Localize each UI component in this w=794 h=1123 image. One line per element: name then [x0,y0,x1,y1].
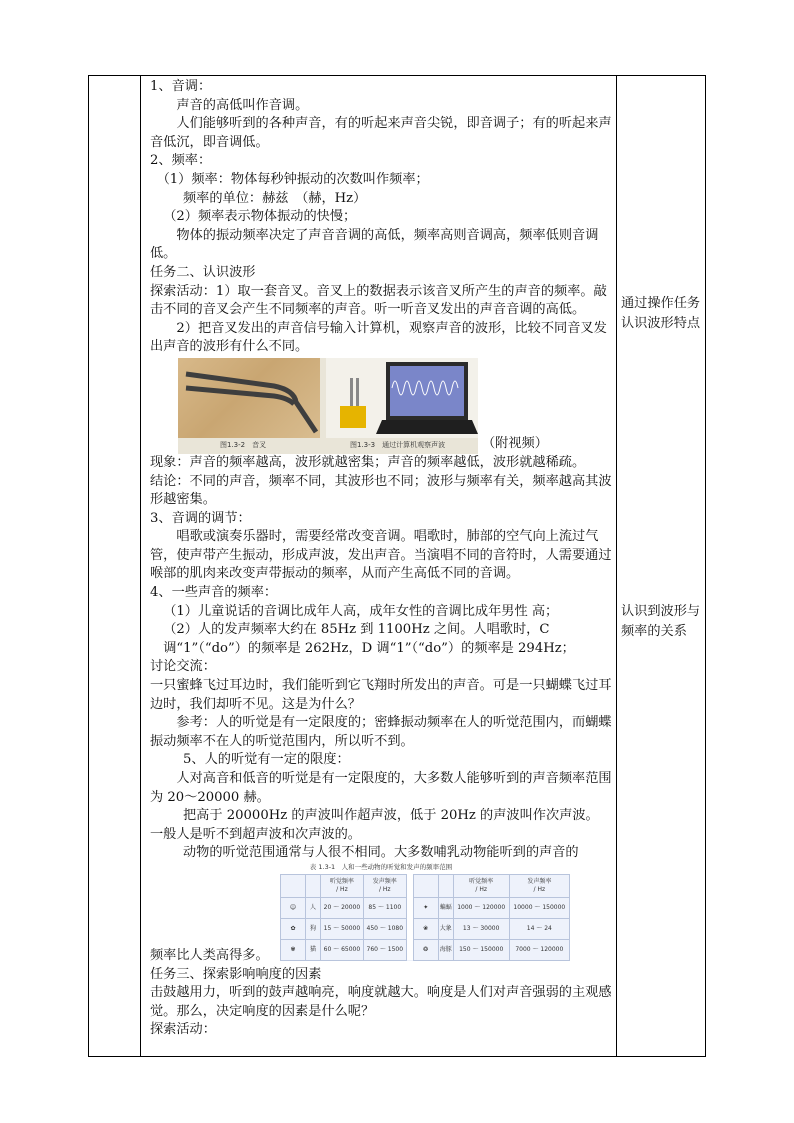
table-cell: 150 ～ 150000 [453,939,509,960]
heading-sound-frequencies: 4、一些声音的频率： [150,585,278,601]
text-line: 一般人是听不到超声波和次声波的。 [150,826,361,842]
heading-pitch: 1、音调： [150,79,212,94]
animal-name: 蝙蝠 [438,897,453,918]
column-divider-2 [616,76,617,1056]
teaching-note: 通过操作任务认识波形特点 [621,296,701,331]
text-paragraph: 人们能够听到的各种声音，有的听起来声音尖锐，即音调子；有的听起来声音低沉，即音调低。 [150,116,612,150]
video-note: （附视频） [482,436,548,452]
heading-hearing-limit: 5、人的听觉有一定的限度： [183,752,350,768]
text-line: 频率的单位：赫兹 （赫，Hz） [183,190,367,206]
figure-caption: 图1.3-3 通过计算机观察声波 [350,440,446,449]
lesson-table [88,75,706,1057]
table-cell: 14 ～ 24 [509,918,569,939]
elephant-icon: ❀ [413,918,438,939]
figure-caption: 图1.3-2 音叉 [220,440,267,449]
text-line: （1）儿童说话的音调比成年人高，成年女性的音调比成年男性 高； [163,603,559,619]
text-line: 探索活动： [150,1022,216,1038]
table-row [281,918,570,939]
table-cell: 450 ～ 1080 [363,918,406,939]
text-paragraph: 2）把音叉发出的声音信号输入计算机，观察声音的波形，比较不同音叉发出声音的波形有什么不同。 [150,320,607,355]
teaching-note: 认识到波形与频率的关系 [621,604,701,639]
column-header: 发声频率 / Hz [509,874,569,897]
animal-name: 狗 [306,918,321,939]
column-header: 发声频率 / Hz [363,874,406,897]
table-cell: 1000 ～ 120000 [453,897,509,918]
bat-icon: ✦ [413,897,438,918]
cat-icon: ✾ [281,939,306,960]
table-cell: 13 ～ 30000 [453,918,509,939]
text-paragraph: 参考：人的听觉是有一定限度的；密蜂振动频率在人的听觉范围内，而蝴蝶振动频率不在人的听觉范围内，所以听不到。 [150,715,612,749]
text-paragraph: 探索活动：1）取一套音叉。音叉上的数据表示该音叉所产生的声音的频率。敲击不同的音叉会产生不同频率的声音。听一听音叉发出的声音音调的高低。 [150,283,607,318]
dog-icon: ✿ [281,918,306,939]
figure-panel [178,358,478,454]
table-header-row [281,874,570,897]
frequency-table [280,874,570,961]
dolphin-icon: ❂ [413,939,438,960]
heading-pitch-adjust: 3、音调的调节： [150,510,251,526]
text-paragraph: （2）人的发声频率大约在 85Hz 到 1100Hz 之间。人唱歌时，C 调“1”（“do”）的频率是 262Hz，D 调“1”（“do”）的频率是 294Hz； [163,622,575,656]
animal-name: 大象 [438,918,453,939]
animal-name: 猫 [306,939,321,960]
text-line: 把高于 20000Hz 的声波叫作超声波，低于 20Hz 的声波叫作次声波。 [183,808,599,824]
animal-name: 人 [306,897,321,918]
text-line: 频率比人类高得多。 [150,947,269,963]
column-header: 听觉频率 / Hz [453,874,509,897]
text-paragraph: 一只蜜蜂飞过耳边时，我们能听到它飞翔时所发出的声音。可是一只蝴蝶飞过耳边时，我们却听不见。这是为什么？ [150,678,612,712]
heading-discussion: 讨论交流： [150,659,216,675]
text-line: （1）频率：物体每秒钟振动的次数叫作频率； [156,171,429,187]
table-cell: 15 ～ 50000 [321,918,364,939]
text-conclusion: 结论：不同的声音，频率不同，其波形也不同；波形与频率有关，频率越高其波形越密集。 [150,473,612,508]
human-icon: ☺ [281,897,306,918]
table-cell: 10000 ～ 150000 [509,897,569,918]
animal-name: 海豚 [438,939,453,960]
table-cell: 20 ～ 20000 [321,897,364,918]
column-header: 听觉频率 / Hz [321,874,364,897]
text-phenomenon: 现象：声音的频率越高，波形就越密集；声音的频率越低，波形就越稀疏。 [150,454,586,470]
lesson-content [146,76,616,1040]
text-line: （2）频率表示物体振动的快慢； [163,209,357,225]
computer-waveform-photo [326,358,478,438]
table-cell: 7000 ～ 120000 [509,939,569,960]
table-row [281,897,570,918]
text-line: 声音的高低叫作音调。 [176,97,309,113]
heading-task3: 任务三、探索影响响度的因素 [150,966,322,982]
tuning-fork-photo [178,358,320,438]
table-cell: 60 ～ 65000 [321,939,364,960]
column-divider-1 [140,76,141,1056]
text-paragraph: 物体的振动频率决定了声音音调的高低，频率高则音调高，频率低则音调低。 [150,227,599,262]
text-paragraph: 人对高音和低音的听觉是有一定限度的，大多数人能够听到的声音频率范围为 20～20000 赫。 [150,771,612,805]
text-paragraph: 击鼓越用力，听到的鼓声越响亮，响度就越大。响度是人们对声音强弱的主观感觉。那么，决定响度的因素是什么呢？ [150,985,612,1019]
table-caption: 表 1.3-1 人和一些动物的听觉和发声的频率范围 [309,862,453,871]
heading-task2: 任务二、认识波形 [150,264,256,280]
table-row [281,939,570,960]
text-paragraph: 唱歌或演奏乐器时，需要经常改变音调。唱歌时，肺部的空气向上流过气管，使声带产生振动，形成声波，发出声音。当演唱不同的音符时，人需要通过喉部的肌肉来改变声带振动的频率，从而产生高低不同的音调。 [150,529,612,582]
figure-row [178,358,612,454]
table-cell: 85 ～ 1100 [363,897,406,918]
heading-frequency: 2、频率： [150,153,212,169]
table-cell: 760 ～ 1500 [363,939,406,960]
text-line: 动物的听觉范围通常与人很不相同。大多数哺乳动物能听到的声音的 [183,845,579,861]
